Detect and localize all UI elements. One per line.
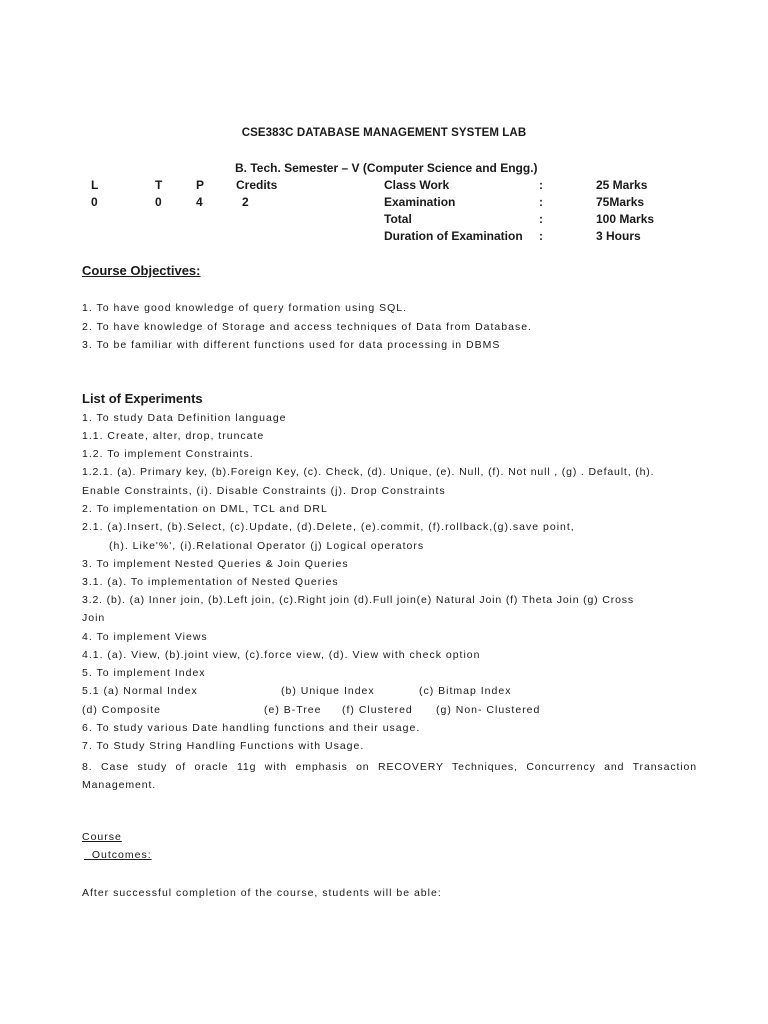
marks-sep: :: [539, 178, 543, 192]
marks-label: Class Work: [384, 178, 450, 192]
experiment-line: 5. To implement Index: [82, 667, 206, 679]
experiment-line: 2. To implementation on DML, TCL and DRL: [82, 503, 328, 515]
semester-line: B. Tech. Semester – V (Computer Science and Engg.): [235, 161, 538, 175]
experiment-line: 4.1. (a). View, (b).joint view, (c).force view, (d). View with check option: [82, 649, 481, 661]
experiment-line: 1.2. To implement Constraints.: [82, 448, 254, 460]
marks-label: Duration of Examination: [384, 229, 523, 243]
ltp-value-t: 0: [155, 195, 162, 209]
experiment-line: 3.1. (a). To implementation of Nested Queries: [82, 576, 339, 588]
ltp-header-p: P: [196, 178, 205, 192]
marks-label: Examination: [384, 195, 456, 209]
index-type: (g) Non- Clustered: [436, 704, 541, 716]
marks-sep: :: [539, 195, 543, 209]
marks-value: 100 Marks: [596, 212, 655, 226]
experiment-line: Join: [82, 612, 106, 624]
experiment-line: 8. Case study of oracle 11g with emphasis on RECOVERY Techniques, Concurrency and Transaction Management.: [82, 761, 697, 791]
index-type: (e) B-Tree: [264, 704, 322, 716]
index-type: (f) Clustered: [342, 704, 413, 716]
experiment-line: 1.1. Create, alter, drop, truncate: [82, 430, 265, 442]
experiment-line: 2.1. (a).Insert, (b).Select, (c).Update, (d).Delete, (e).commit, (f).rollback,(g).save point,: [82, 521, 575, 533]
experiment-line: 1.2.1. (a). Primary key, (b).Foreign Key, (c). Check, (d). Unique, (e). Null, (f). Not null , (g) . Default, (h).: [82, 466, 655, 478]
marks-value: 25 Marks: [596, 178, 648, 192]
experiment-line: 4. To implement Views: [82, 631, 208, 643]
ltp-header-l: L: [91, 178, 99, 192]
experiment-line: 1. To study Data Definition language: [82, 412, 287, 424]
outcomes-heading-line2: [84, 849, 152, 861]
marks-value: 3 Hours: [596, 229, 641, 243]
objectives-heading: Course Objectives:: [82, 263, 201, 278]
page-title: CSE383C DATABASE MANAGEMENT SYSTEM LAB: [241, 127, 527, 139]
index-type: (d) Composite: [82, 704, 161, 716]
experiments-heading: List of Experiments: [82, 391, 203, 406]
marks-label: Total: [384, 212, 412, 226]
marks-sep: :: [539, 212, 543, 226]
ltp-header-credits: Credits: [236, 178, 278, 192]
experiment-line: 6. To study various Date handling functions and their usage.: [82, 722, 421, 734]
index-type: 5.1 (a) Normal Index: [82, 685, 198, 697]
experiment-line: 3.2. (b). (a) Inner join, (b).Left join, (c).Right join (d).Full join(e) Natural Join (f) Theta Join (g) Cross: [82, 594, 634, 606]
ltp-value-p: 4: [196, 195, 203, 209]
experiment-line: 7. To Study String Handling Functions with Usage.: [82, 740, 365, 752]
ltp-value-credits: 2: [242, 195, 249, 209]
experiment-line: Enable Constraints, (i). Disable Constraints (j). Drop Constraints: [82, 485, 446, 497]
outcomes-heading-label: Outcomes:: [91, 849, 152, 861]
objective-item: 2. To have knowledge of Storage and access techniques of Data from Database.: [82, 321, 532, 333]
experiment-line: (h). Like'%', (i).Relational Operator (j) Logical operators: [109, 540, 425, 552]
outcomes-heading-line1: Course: [82, 831, 122, 843]
objective-item: 3. To be familiar with different functions used for data processing in DBMS: [82, 339, 501, 351]
marks-sep: :: [539, 229, 543, 243]
index-type: (c) Bitmap Index: [419, 685, 512, 697]
index-type: (b) Unique Index: [281, 685, 375, 697]
marks-value: 75Marks: [596, 195, 645, 209]
outcomes-intro: After successful completion of the course, students will be able:: [82, 887, 442, 899]
ltp-value-l: 0: [91, 195, 98, 209]
experiment-line: 3. To implement Nested Queries & Join Queries: [82, 558, 349, 570]
objective-item: 1. To have good knowledge of query formation using SQL.: [82, 302, 408, 314]
ltp-header-t: T: [155, 178, 163, 192]
